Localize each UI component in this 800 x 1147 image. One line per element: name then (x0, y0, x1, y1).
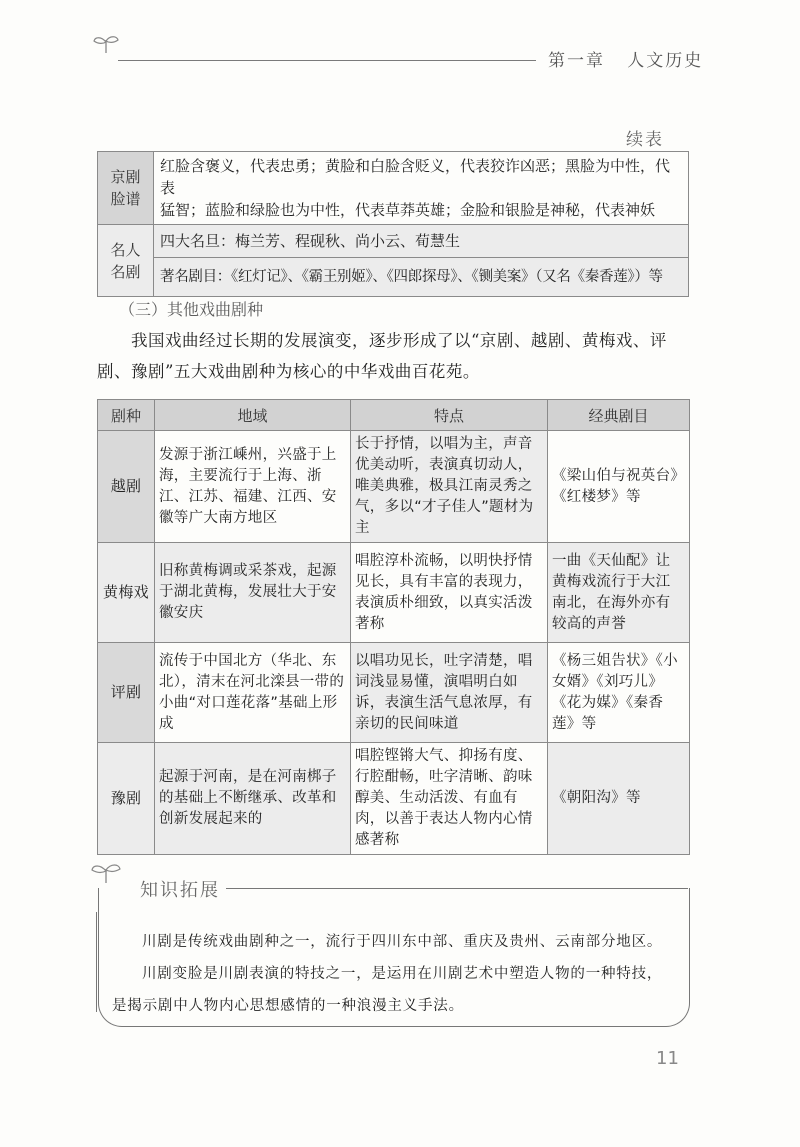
genre-name: 黄梅戏 (98, 543, 155, 643)
section-title: （三）其他戏曲剧种 (119, 300, 264, 319)
table-row (98, 152, 689, 225)
genre-region: 流传于中国北方（华北、东北），清末在河北滦县一带的小曲“对口莲花落”基础上形成 (155, 643, 351, 743)
table-cell: 红脸含褒义，代表忠勇；黄脸和白脸含贬义，代表狡诈凶恶；黑脸为中性，代表 猛智；蓝脸和绿脸也为中性，代表草莽英雄；金脸和银脸是神秘，代表神妖 (154, 152, 689, 225)
genre-feature: 唱腔铿锵大气、抑扬有度、行腔酣畅，吐字清晰、韵味醇美、生动活泼、有血有肉，以善于表达人物内心情感著称 (351, 743, 548, 855)
table-row (98, 643, 690, 743)
table-continued-label: 续表 (626, 130, 664, 150)
chapter-name: 人文历史 (627, 51, 704, 71)
table-row (98, 543, 690, 643)
genre-works: 一曲《天仙配》让黄梅戏流行于大江南北，在海外亦有较高的声誉 (548, 543, 690, 643)
sprout-icon (92, 34, 120, 54)
genre-region: 发源于浙江嵊州，兴盛于上海，主要流行于上海、浙江、江苏、福建、江西、安徽等广大南方地区 (155, 431, 351, 543)
opera-genres-table (97, 399, 690, 855)
row-header-facial-makeup: 京剧 脸谱 (98, 152, 154, 225)
knowledge-side-rule (96, 912, 97, 1012)
knowledge-text (112, 926, 678, 1022)
knowledge-line: 川剧变脸是川剧表演的特技之一，是运用在川剧艺术中塑造人物的一种特技， (142, 966, 663, 982)
chapter-title (548, 46, 703, 71)
sprout-icon (90, 862, 122, 884)
genre-region: 起源于河南，是在河南梆子的基础上不断继承、改革和创新发展起来的 (155, 743, 351, 855)
table-row (98, 431, 690, 543)
table-row (98, 743, 690, 855)
genre-name: 越剧 (98, 431, 155, 543)
genre-works: 《梁山伯与祝英台》《红楼梦》等 (548, 431, 690, 543)
knowledge-line: 川剧是传统戏曲剧种之一，流行于四川东中部、重庆及贵州、云南部分地区。 (142, 934, 663, 950)
page-number: 11 (656, 1048, 679, 1069)
chapter-number: 第一章 (548, 51, 605, 71)
body-paragraph: 我国戏曲经过长期的发展演变，逐步形成了以“京剧、越剧、黄梅戏、评剧、豫剧”五大戏曲剧种为核心的中华戏曲百花苑。 (97, 331, 667, 381)
continued-table (97, 151, 689, 297)
table-cell: 著名剧目：《红灯记》、《霸王别姬》、《四郎探母》、《铡美案》（又名《秦香莲》）等 (154, 258, 689, 297)
knowledge-line: 是揭示剧中人物内心思想感情的一种浪漫主义手法。 (112, 998, 464, 1014)
column-header: 剧种 (98, 400, 155, 431)
table-row (98, 225, 689, 258)
column-header: 特点 (351, 400, 548, 431)
genre-name: 豫剧 (98, 743, 155, 855)
genre-feature: 唱腔淳朴流畅，以明快抒情见长，具有丰富的表现力，表演质朴细致，以真实活泼著称 (351, 543, 548, 643)
table-header-row (98, 400, 690, 431)
genre-works: 《朝阳沟》等 (548, 743, 690, 855)
header-rule (118, 60, 536, 61)
row-header-famous-plays: 名人 名剧 (98, 225, 154, 297)
table-row (98, 258, 689, 297)
column-header: 地域 (155, 400, 351, 431)
knowledge-title: 知识拓展 (134, 876, 226, 902)
genre-works: 《杨三姐告状》《小女婿》《刘巧儿》《花为媒》《秦香莲》等 (548, 643, 690, 743)
genre-region: 旧称黄梅调或采茶戏，起源于湖北黄梅，发展壮大于安徽安庆 (155, 543, 351, 643)
genre-name: 评剧 (98, 643, 155, 743)
table-cell: 四大名旦：梅兰芳、程砚秋、尚小云、荀慧生 (154, 225, 689, 258)
genre-feature: 长于抒情，以唱为主，声音优美动听，表演真切动人，唯美典雅，极具江南灵秀之气，多以“才子佳人”题材为主 (351, 431, 548, 543)
genre-feature: 以唱功见长，吐字清楚，唱词浅显易懂，演唱明白如诉，表演生活气息浓厚，有亲切的民间味道 (351, 643, 548, 743)
column-header: 经典剧目 (548, 400, 690, 431)
